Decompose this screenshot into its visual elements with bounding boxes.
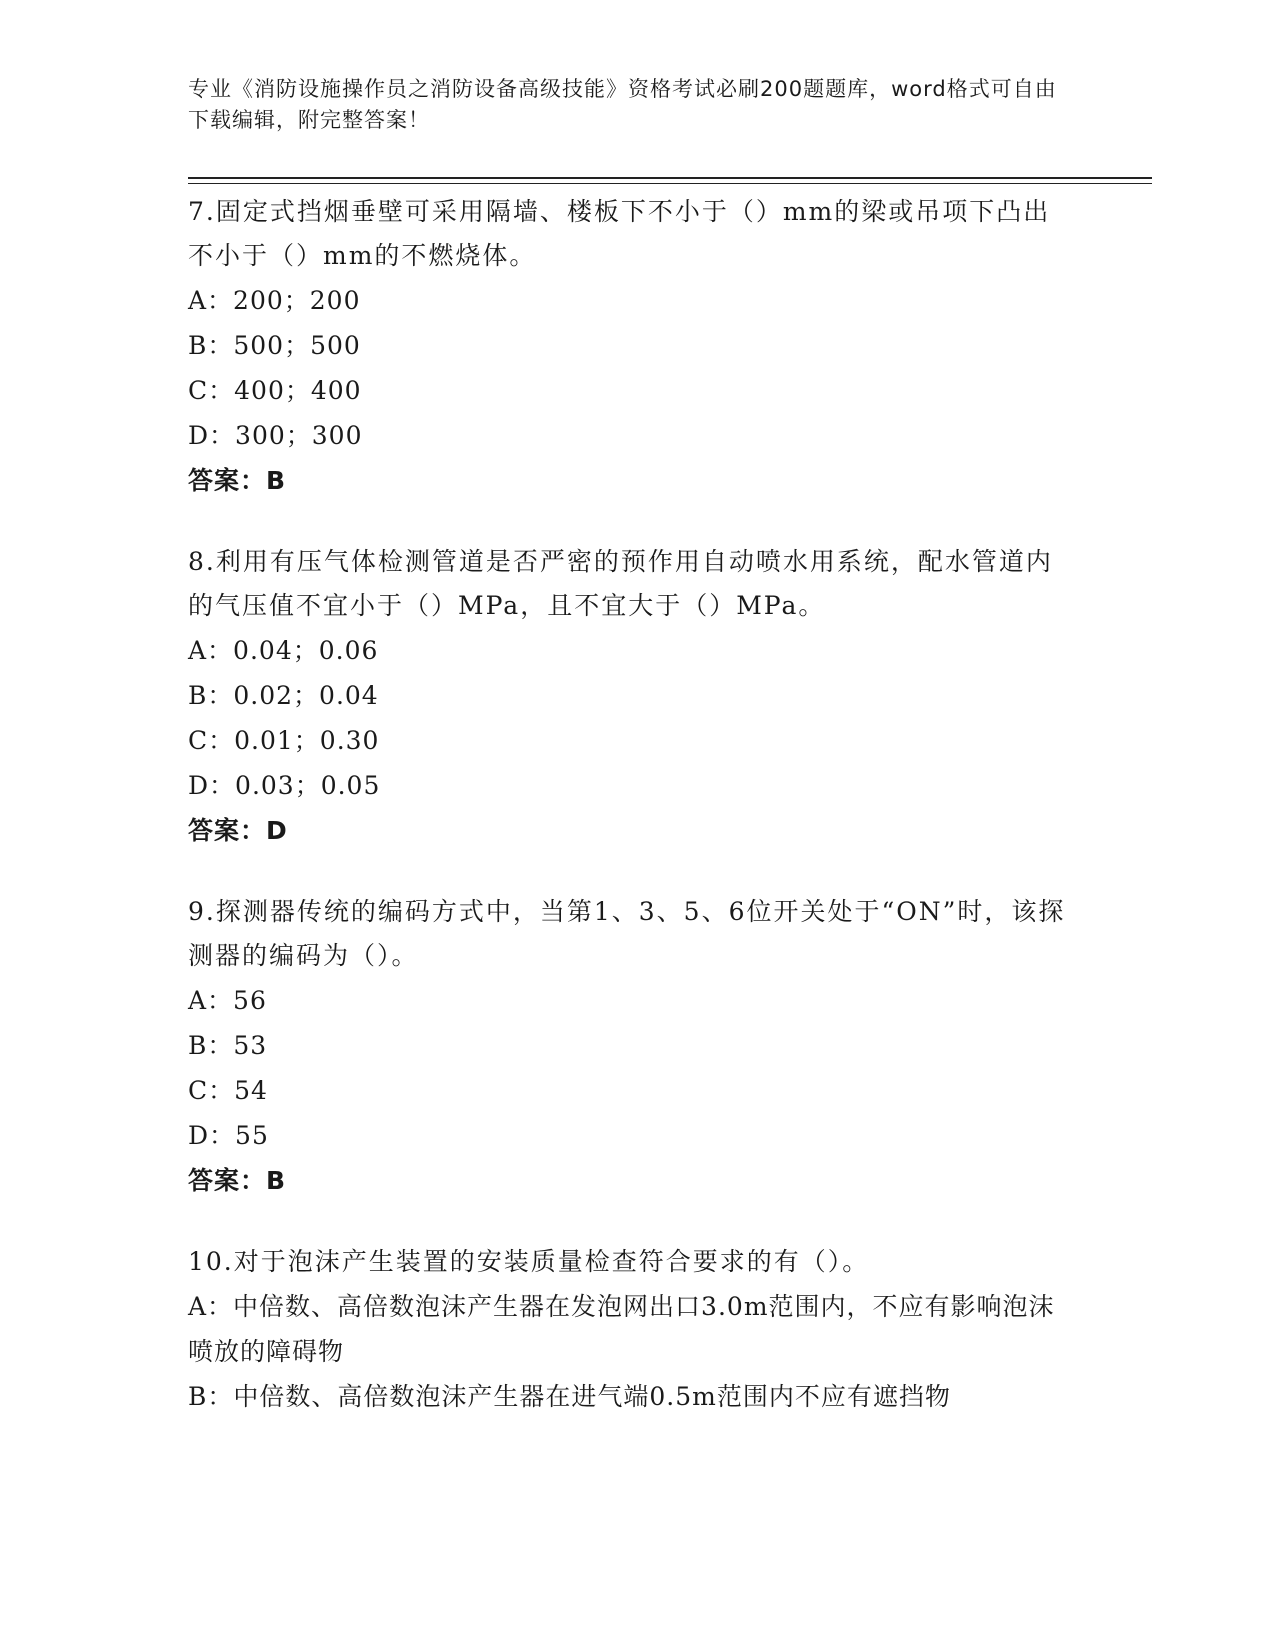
option-b: B：0.02；0.04 (188, 681, 379, 710)
option-a: A：56 (188, 986, 267, 1015)
option-a: A：中倍数、高倍数泡沫产生器在发泡网出口3.0m范围内，不应有影响泡沫喷放的障碍物 (188, 1292, 1055, 1366)
question-list (188, 190, 1068, 1456)
question-8 (188, 540, 1068, 853)
question-text: 8.利用有压气体检测管道是否严密的预作用自动喷水用系统，配水管道内的气压值不宜小于（）MPa，且不宜大于（）MPa。 (188, 547, 1053, 620)
header-divider-thick (188, 177, 1152, 179)
document-header: 专业《消防设施操作员之消防设备高级技能》资格考试必刷200题题库，word格式可自由下载编辑，附完整答案！ (188, 77, 1057, 132)
option-b: B：53 (188, 1031, 268, 1060)
option-a: A：200；200 (188, 286, 361, 315)
question-text: 10.对于泡沫产生装置的安装质量检查符合要求的有（）。 (188, 1247, 870, 1276)
option-a: A：0.04；0.06 (188, 636, 379, 665)
answer-label: 答案：D (188, 816, 288, 845)
question-7 (188, 190, 1068, 503)
option-c: C：400；400 (188, 376, 362, 405)
option-d: D：300；300 (188, 421, 363, 450)
option-b: B：中倍数、高倍数泡沫产生器在进气端0.5m范围内不应有遮挡物 (188, 1382, 951, 1411)
answer-label: 答案：B (188, 1166, 287, 1195)
option-d: D：55 (188, 1121, 269, 1150)
answer-label: 答案：B (188, 466, 287, 495)
question-10 (188, 1240, 1068, 1419)
option-b: B：500；500 (188, 331, 361, 360)
question-text: 7.固定式挡烟垂壁可采用隔墙、楼板下不小于（）mm的梁或吊项下凸出不小于（）mm的不燃烧体。 (188, 197, 1051, 270)
option-c: C：54 (188, 1076, 268, 1105)
option-d: D：0.03；0.05 (188, 771, 381, 800)
option-c: C：0.01；0.30 (188, 726, 380, 755)
question-9 (188, 890, 1068, 1203)
question-text: 9.探测器传统的编码方式中，当第1、3、5、6位开关处于“ON”时，该探测器的编码为（）。 (188, 897, 1066, 970)
header-divider-thin (188, 183, 1152, 184)
